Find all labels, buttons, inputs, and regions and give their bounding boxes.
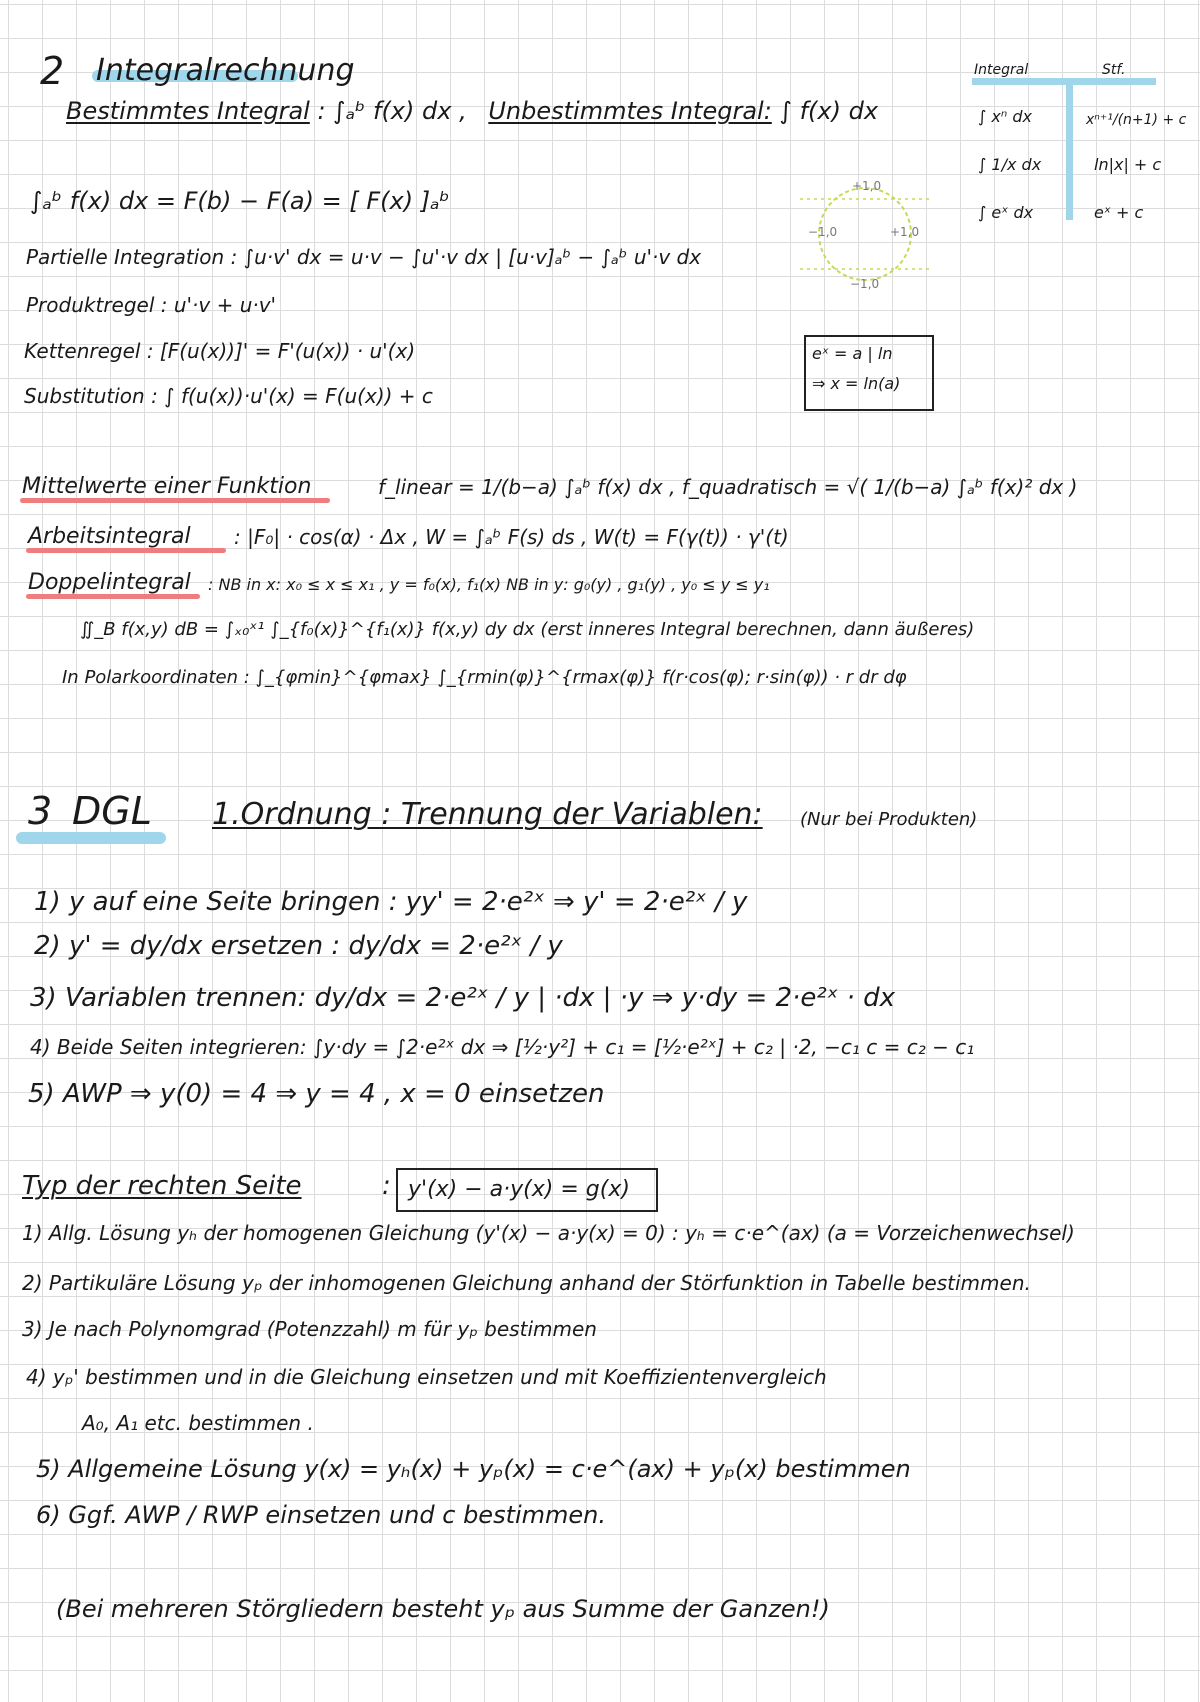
stoerglieder-note: (Bei mehreren Störgliedern besteht yₚ aus Summe der Ganzen!) bbox=[56, 1595, 830, 1623]
formula-line-1: ∫ₐᵇ f(x) dx = F(b) − F(a) = [ F(x) ]ₐᵇ bbox=[30, 187, 450, 215]
unit-circle-sketch bbox=[790, 170, 940, 300]
circle-label-bottom: −1,0 bbox=[850, 277, 880, 291]
arbeit-formula: : |F₀| · cos(α) · Δx , W = ∫ₐᵇ F(s) ds , W(t) = F(γ(t)) · γ'(t) bbox=[234, 525, 789, 549]
dgl-highlight bbox=[16, 832, 166, 844]
table-row-3-right: eˣ + c bbox=[1094, 203, 1144, 222]
circle-label-right: +1,0 bbox=[890, 225, 920, 239]
typ-step-4: 4) yₚ' bestimmen und in die Gleichung einsetzen und mit Koeffizientenvergleich bbox=[26, 1365, 827, 1389]
doppel-line-2: ∬_B f(x,y) dB = ∫ₓ₀ˣ¹ ∫_{f₀(x)}^{f₁(x)} f(x,y) dy dx (erst inneres Integral berechnen, dann äußeres) bbox=[80, 619, 975, 640]
circle-label-left: −1,0 bbox=[808, 225, 838, 239]
dgl-subtitle: 1.Ordnung : Trennung der Variablen: bbox=[212, 797, 763, 832]
doppel-formula: : NB in x: x₀ ≤ x ≤ x₁ , y = f₀(x), f₁(x) NB in y: g₀(y) , g₁(y) , y₀ ≤ y ≤ y₁ bbox=[208, 575, 770, 594]
arbeit-label: Arbeitsintegral bbox=[28, 524, 191, 549]
dgl-step-3: 3) Variablen trennen: dy/dx = 2·e²ˣ / y | ·dx | ·y ⇒ y·dy = 2·e²ˣ · dx bbox=[30, 983, 895, 1013]
table-row-2-left: ∫ 1/x dx bbox=[978, 155, 1042, 174]
dgl-step-4: 4) Beide Seiten integrieren: ∫y·dy = ∫2·e²ˣ dx ⇒ [½·y²] + c₁ = [½·e²ˣ] + c₂ | ·2, −c₁ c = c₂ − c₁ bbox=[30, 1035, 975, 1059]
dgl-step-2: 2) y' = dy/dx ersetzen : dy/dx = 2·e²ˣ / y bbox=[34, 931, 563, 961]
mittelwerte-label: Mittelwerte einer Funktion bbox=[22, 474, 312, 499]
table-row-1-right: xⁿ⁺¹/(n+1) + c bbox=[1086, 112, 1187, 128]
section-2-number: 2 bbox=[40, 49, 65, 93]
formula-line-4: Kettenregel : [F(u(x))]' = F'(u(x)) · u'(x) bbox=[24, 339, 416, 363]
typ-step-4-cont: A₀, A₁ etc. bestimmen . bbox=[82, 1411, 314, 1435]
ln-box-line-2: ⇒ x = ln(a) bbox=[812, 374, 901, 393]
typ-step-2: 2) Partikuläre Lösung yₚ der inhomogenen Gleichung anhand der Störfunktion in Tabelle bestimmen. bbox=[22, 1271, 1031, 1295]
table-header-integral: Integral bbox=[974, 62, 1029, 78]
unbestimmt-formula: ∫ f(x) dx bbox=[779, 97, 879, 125]
table-header-stf: Stf. bbox=[1102, 62, 1126, 78]
formula-line-3: Produktregel : u'·v + u·v' bbox=[26, 293, 277, 317]
table-row-3-left: ∫ eˣ dx bbox=[978, 203, 1034, 222]
typ-label: Typ der rechten Seite bbox=[22, 1171, 302, 1201]
unbestimmt-label: Unbestimmtes Integral: bbox=[488, 97, 772, 125]
table-row-1-left: ∫ xⁿ dx bbox=[978, 107, 1032, 126]
dgl-step-5: 5) AWP ⇒ y(0) = 4 ⇒ y = 4 , x = 0 einsetzen bbox=[28, 1079, 605, 1109]
section-3-number: 3 bbox=[28, 789, 53, 833]
typ-step-5: 5) Allgemeine Lösung y(x) = yₕ(x) + yₚ(x) = c·e^(ax) + yₚ(x) bestimmen bbox=[36, 1455, 911, 1483]
circle-label-top: +1,0 bbox=[852, 179, 882, 193]
mittelwerte-formula: f_linear = 1/(b−a) ∫ₐᵇ f(x) dx , f_quadratisch = √( 1/(b−a) ∫ₐᵇ f(x)² dx ) bbox=[378, 475, 1078, 499]
section-3-title: DGL bbox=[72, 789, 152, 833]
typ-step-3: 3) Je nach Polynomgrad (Potenzzahl) m für yₚ bestimmen bbox=[22, 1317, 597, 1341]
table-header-line bbox=[972, 78, 1156, 85]
formula-line-2: Partielle Integration : ∫u·v' dx = u·v − ∫u'·v dx | [u·v]ₐᵇ − ∫ₐᵇ u'·v dx bbox=[26, 245, 702, 269]
formula-line-5: Substitution : ∫ f(u(x))·u'(x) = F(u(x)) + c bbox=[24, 384, 433, 408]
typ-step-6: 6) Ggf. AWP / RWP einsetzen und c bestimmen. bbox=[36, 1501, 607, 1529]
table-row-2-right: ln|x| + c bbox=[1094, 155, 1162, 174]
bestimmt-row bbox=[66, 98, 878, 126]
typ-colon: : bbox=[382, 1171, 391, 1201]
ln-box-line-1: eˣ = a | ln bbox=[812, 344, 893, 363]
dgl-subtitle-note: (Nur bei Produkten) bbox=[800, 809, 978, 830]
typ-box bbox=[396, 1168, 658, 1212]
bestimmt-formula: : ∫ₐᵇ f(x) dx , bbox=[317, 97, 467, 125]
section-2-title: Integralrechnung bbox=[96, 53, 355, 88]
dgl-step-1: 1) y auf eine Seite bringen : yy' = 2·e²ˣ ⇒ y' = 2·e²ˣ / y bbox=[34, 887, 748, 917]
doppel-label: Doppelintegral bbox=[28, 570, 191, 595]
bestimmt-label: Bestimmtes Integral bbox=[66, 97, 310, 125]
typ-box-text: y'(x) − a·y(x) = g(x) bbox=[408, 1177, 630, 1202]
typ-step-1: 1) Allg. Lösung yₕ der homogenen Gleichung (y'(x) − a·y(x) = 0) : yₕ = c·e^(ax) (a = Vorzeichenwechsel) bbox=[22, 1221, 1075, 1245]
table-divider bbox=[1066, 78, 1073, 220]
ln-box bbox=[804, 335, 934, 411]
polar-line: In Polarkoordinaten : ∫_{φmin}^{φmax} ∫_{rmin(φ)}^{rmax(φ)} f(r·cos(φ); r·sin(φ)) · r dr dφ bbox=[62, 667, 907, 688]
